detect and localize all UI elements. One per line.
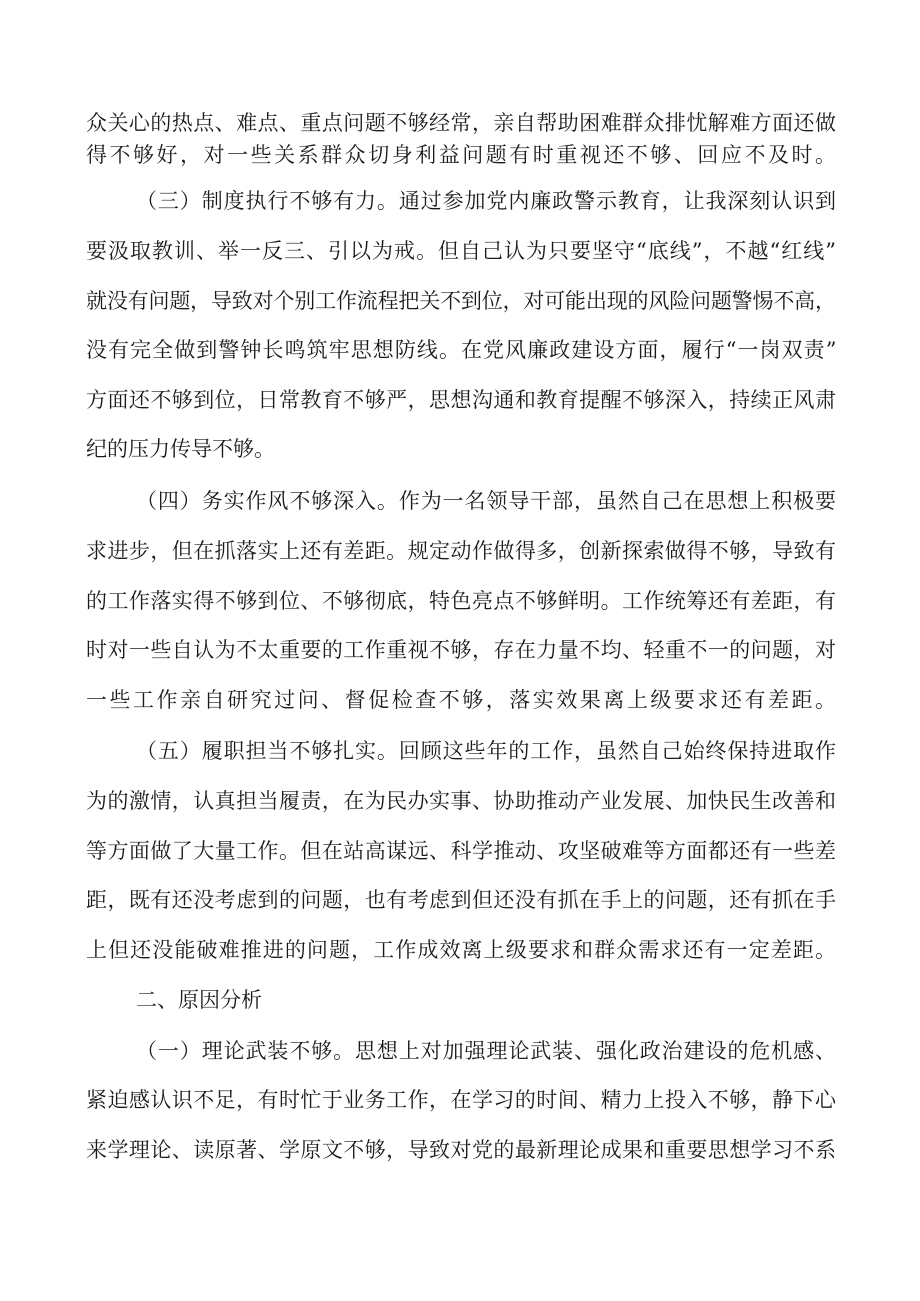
- paragraph-heading-5: （五）履职担当不够扎实。回顾这些年的工作，虽然自己始终保持进取作: [136, 739, 837, 763]
- text-line: 众关心的热点、难点、重点问题不够经常，亲自帮助困难群众排忧解难方面还做: [86, 111, 837, 135]
- text-line: 一些工作亲自研究过问、督促检查不够，落实效果离上级要求还有差距。: [86, 688, 839, 712]
- text-line: 为的激情，认真担当履责，在为民办实事、协助推动产业发展、加快民生改善和: [86, 789, 837, 813]
- paragraph-heading-4: （四）务实作风不够深入。作为一名领导干部，虽然自己在思想上积极要: [136, 489, 837, 513]
- text-line: 纪的压力传导不够。: [86, 437, 275, 461]
- text-line: 就没有问题，导致对个别工作流程把关不到位，对可能出现的风险问题警惕不高，: [86, 289, 836, 313]
- text-line: 的工作落实得不够到位、不够彻底，特色亮点不够鲜明。工作统筹还有差距，有: [86, 589, 837, 613]
- section-heading: 二、原因分析: [136, 988, 262, 1012]
- text-line: 距，既有还没考虑到的问题，也有考虑到但还没有抓在手上的问题，还有抓在手: [86, 888, 837, 912]
- text-line: 没有完全做到警钟长鸣筑牢思想防线。在党风廉政建设方面，履行“一岗双责”: [86, 338, 838, 362]
- text-line: 要汲取教训、举一反三、引以为戒。但自己认为只要坚守“底线”，不越“红线”: [86, 239, 837, 263]
- text-line: 上但还没能破难推进的问题，工作成效离上级要求和群众需求还有一定差距。: [86, 938, 838, 962]
- text-line: 方面还不够到位，日常教育不够严，思想沟通和教育提醒不够深入，持续正风肃: [86, 388, 837, 412]
- text-line: 等方面做了大量工作。但在站高谋远、科学推动、攻坚破难等方面都还有一些差: [86, 839, 837, 863]
- paragraph-heading-1: （一）理论武装不够。思想上对加强理论武装、强化政治建设的危机感、: [136, 1039, 837, 1063]
- text-line: 求进步，但在抓落实上还有差距。规定动作做得多，创新探索做得不够，导致有: [86, 539, 837, 563]
- text-line: 时对一些自认为不太重要的工作重视不够，存在力量不均、轻重不一的问题，对: [86, 638, 837, 662]
- paragraph-heading-3: （三）制度执行不够有力。通过参加党内廉政警示教育，让我深刻认识到: [136, 189, 837, 213]
- text-line: 紧迫感认识不足，有时忙于业务工作，在学习的时间、精力上投入不够，静下心: [86, 1088, 837, 1112]
- text-line: 来学理论、读原著、学原文不够，导致对党的最新理论成果和重要思想学习不系: [86, 1138, 837, 1162]
- text-line: 得不够好，对一些关系群众切身利益问题有时重视还不够、回应不及时。: [86, 143, 839, 167]
